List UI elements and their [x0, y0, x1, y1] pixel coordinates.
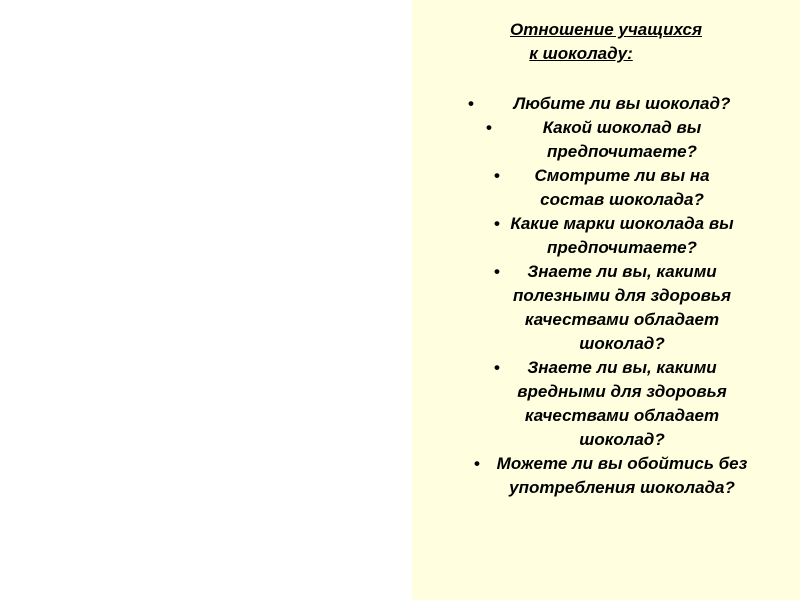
- survey-panel: [412, 0, 800, 600]
- question-text: Какой шоколад вы предпочитаете?: [542, 118, 702, 161]
- question-text: Знаете ли вы, какими полезными для здоровья качествами обладает шоколад?: [512, 262, 732, 353]
- question-item-5: [472, 260, 772, 356]
- survey-title-line-2: к шоколаду:: [529, 44, 633, 63]
- question-text: Смотрите ли вы на состав шоколада?: [534, 166, 710, 209]
- question-text: Можете ли вы обойтись без употребления шоколада?: [496, 454, 748, 497]
- question-text: Какие марки шоколада вы предпочитаете?: [510, 214, 734, 257]
- question-text: Знаете ли вы, какими вредными для здоровья качествами обладает шоколад?: [517, 358, 727, 449]
- question-item-2: [472, 116, 772, 164]
- question-text: Любите ли вы шоколад?: [513, 94, 731, 113]
- question-item-4: [472, 212, 772, 260]
- question-item-7: [472, 452, 772, 500]
- survey-title-line-1: Отношение учащихся: [510, 20, 702, 39]
- question-item-3: [472, 164, 772, 212]
- question-item-1: [472, 92, 772, 116]
- question-item-6: [472, 356, 772, 452]
- survey-title: [412, 18, 800, 66]
- question-list: [472, 92, 772, 500]
